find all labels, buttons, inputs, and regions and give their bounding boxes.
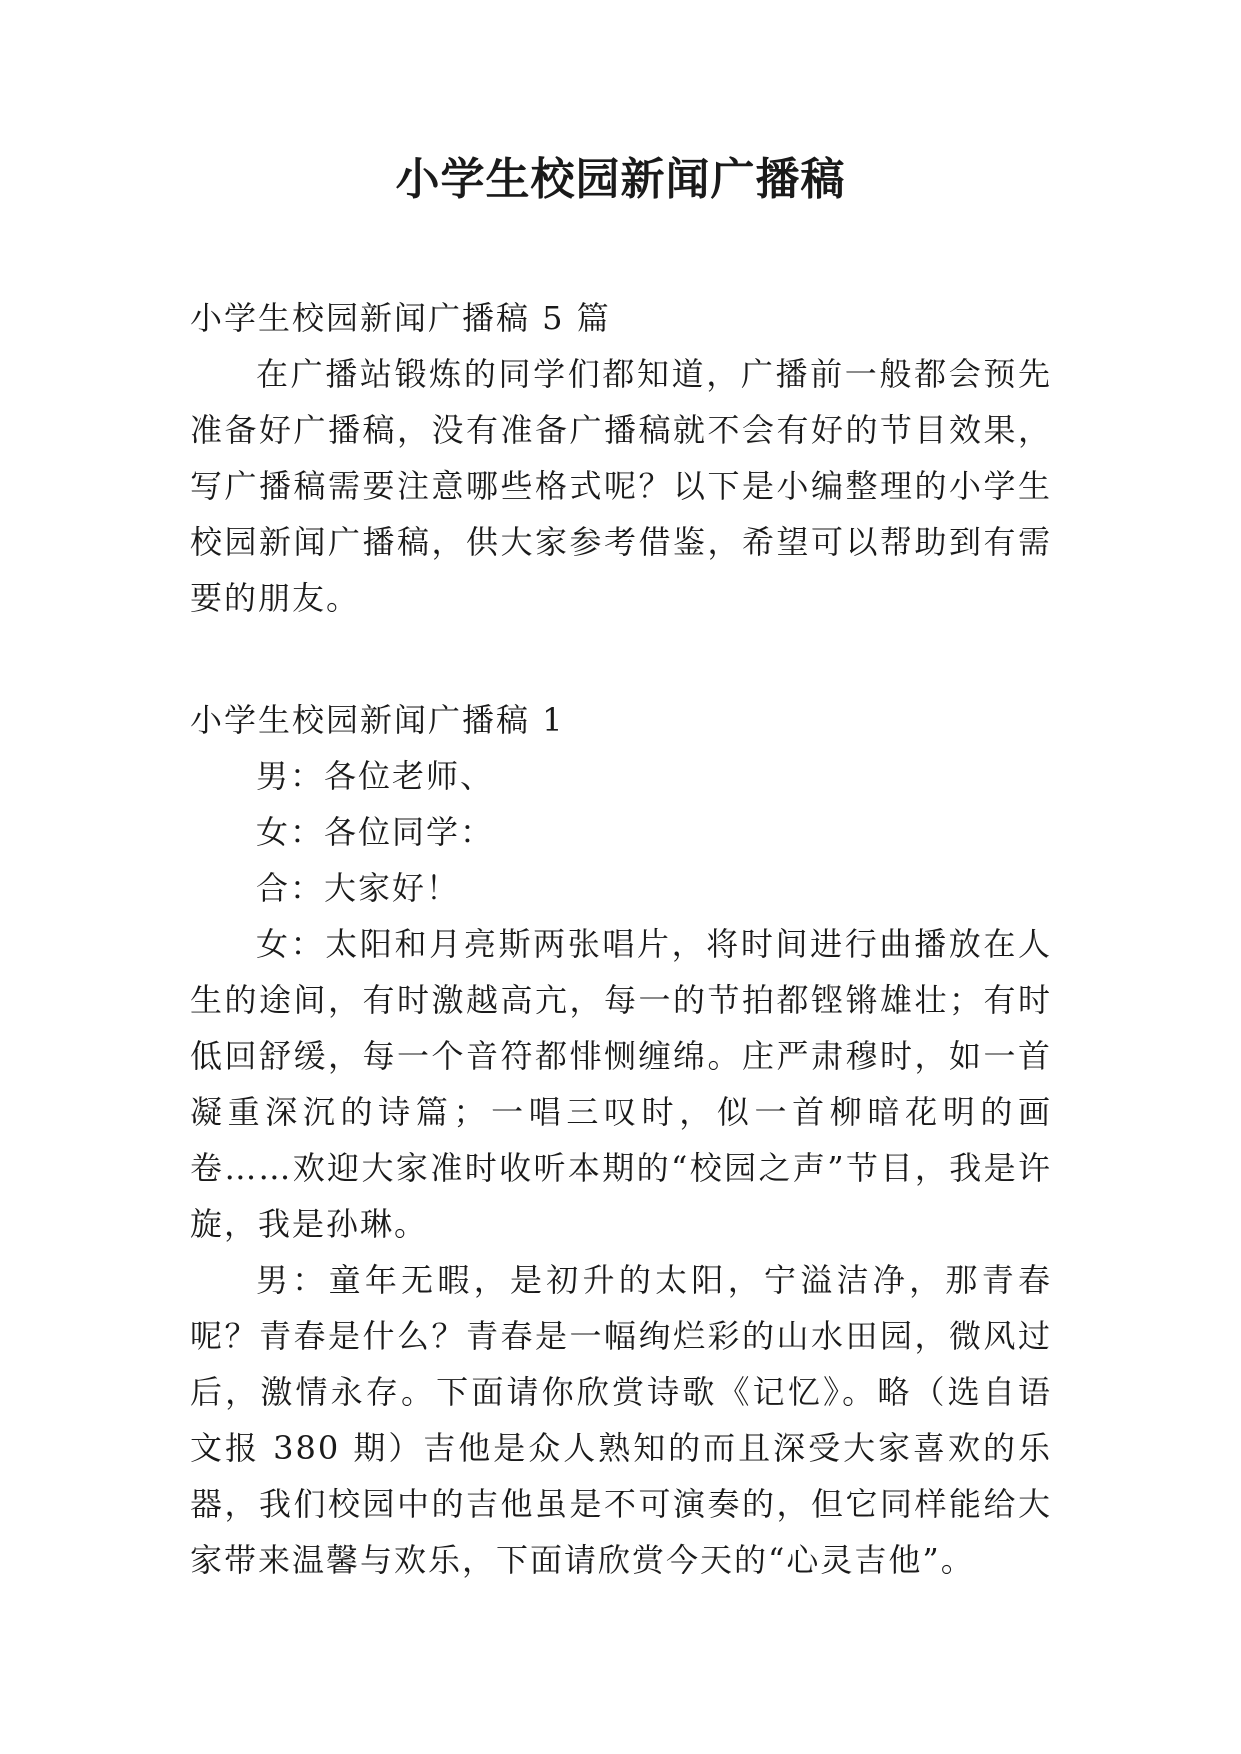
- dialogue-paragraph: 女：太阳和月亮斯两张唱片，将时间进行曲播放在人生的途间，有时激越高亢，每一的节拍都铿锵雄壮；有时低回舒缓，每一个音符都悱恻缠绵。庄严肃穆时，如一首凝重深沉的诗篇；一唱三叹时，似一首柳暗花明的画卷……欢迎大家准时收听本期的“校园之声”节目，我是许旋，我是孙琳。: [190, 925, 1052, 1243]
- document-title: 小学生校园新闻广播稿: [395, 154, 846, 205]
- dialogue-line: 男：各位老师、: [256, 757, 495, 795]
- intro-paragraph: 在广播站锻炼的同学们都知道，广播前一般都会预先准备好广播稿，没有准备广播稿就不会有好的节目效果，写广播稿需要注意哪些格式呢？以下是小编整理的小学生校园新闻广播稿，供大家参考借鉴，希望可以帮助到有需要的朋友。: [190, 355, 1052, 617]
- document-body: [190, 290, 1052, 1588]
- section-spacer: [190, 626, 1052, 692]
- dialogue-line: 女：各位同学：: [256, 813, 495, 851]
- section-heading: 小学生校园新闻广播稿 1: [190, 701, 565, 739]
- dialogue-line: 合：大家好！: [256, 869, 461, 907]
- dialogue-paragraph: 男：童年无暇，是初升的太阳，宁溢洁净，那青春呢？青春是什么？青春是一幅绚烂彩的山水田园，微风过后，激情永存。下面请你欣赏诗歌《记忆》。略（选自语文报 380 期）吉他是众人熟知的而且深受大家喜欢的乐器，我们校园中的吉他虽是不可演奏的，但它同样能给大家带来温馨与欢乐，下面请欣赏今天的“心灵吉他”。: [190, 1261, 1052, 1579]
- intro-heading: 小学生校园新闻广播稿 5 篇: [190, 299, 611, 337]
